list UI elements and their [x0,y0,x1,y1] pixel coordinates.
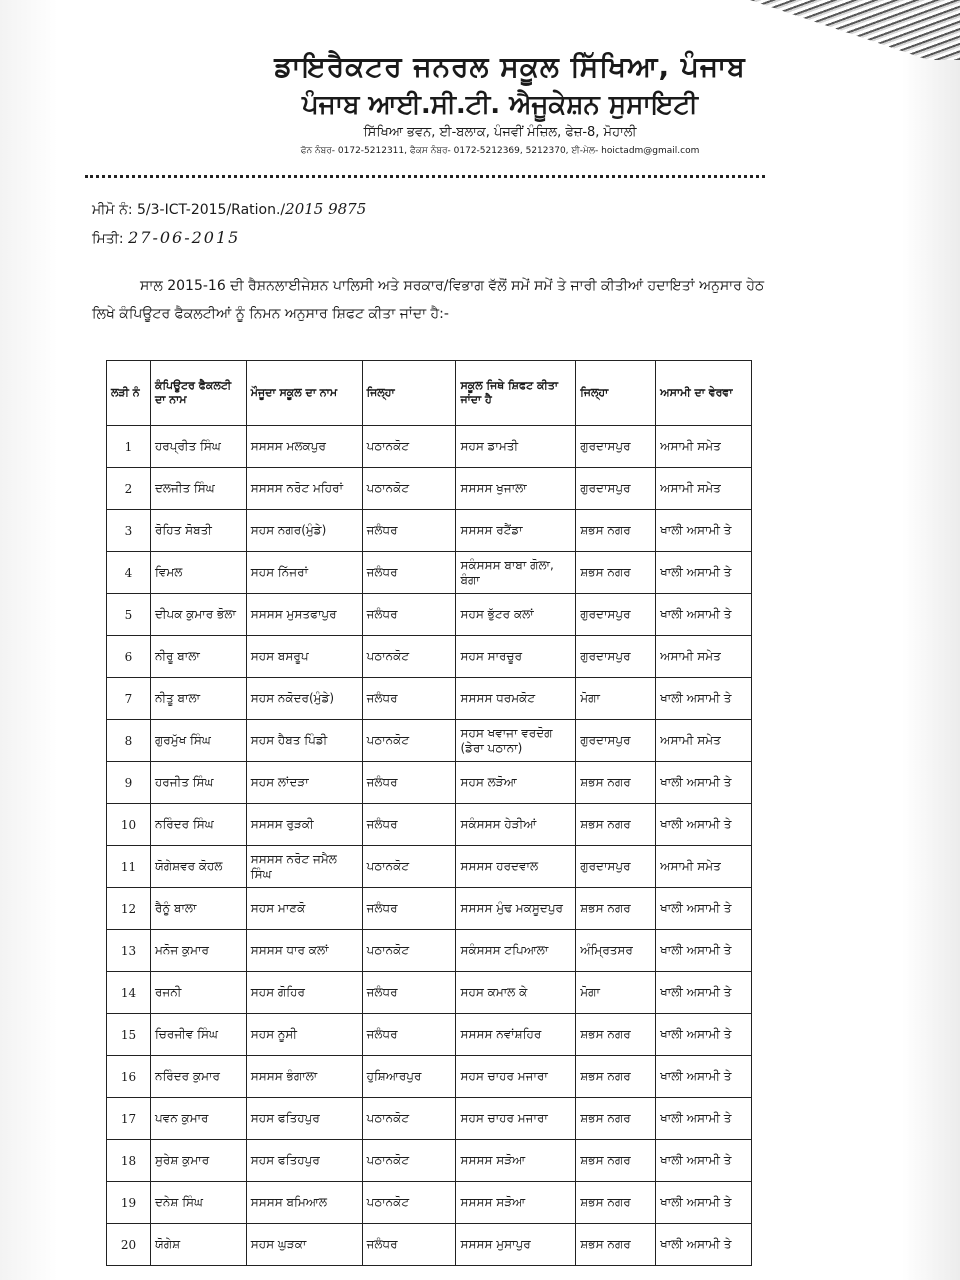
cell-current-school: ਸਸਸਸ ਨਰੋਟ ਮਹਿਰਾਂ [246,468,362,510]
cell-new-school: ਸਹਸ ਚਾਹਰ ਮਜਾਰਾ [456,1056,576,1098]
cell-new-school: ਸਹਸ ਖਵਾਜਾ ਵਰਦੋਗ (ਡੇਰਾ ਪਠਾਨਾ) [456,720,576,762]
cell-post-details: ਖਾਲੀ ਅਸਾਮੀ ਤੇ [656,1014,752,1056]
cell-post-details: ਖਾਲੀ ਅਸਾਮੀ ਤੇ [656,678,752,720]
table-row [107,510,752,552]
cell-new-district: ਗੁਰਦਾਸਪੁਰ [576,426,656,468]
cell-new-district: ਸ਼ਭਸ ਨਗਰ [576,1140,656,1182]
cell-post-details: ਖਾਲੀ ਅਸਾਮੀ ਤੇ [656,972,752,1014]
cell-new-school: ਸਹਸ ਲੜੋਆ [456,762,576,804]
cell-current-school: ਸਹਸ ਲਾਂਦੜਾ [246,762,362,804]
header-current-school: ਮੌਜੂਦਾ ਸਕੂਲ ਦਾ ਨਾਮ [246,361,362,426]
cell-district: ਪਠਾਨਕੋਟ [362,1140,456,1182]
cell-post-details: ਖਾਲੀ ਅਸਾਮੀ ਤੇ [656,762,752,804]
cell-current-school: ਸਸਸਸ ਭੰਗਾਲਾ [246,1056,362,1098]
cell-district: ਹੁਸ਼ਿਆਰਪੁਰ [362,1056,456,1098]
cell-new-district: ਮੋਗਾ [576,972,656,1014]
cell-new-district: ਸ਼ਭਸ ਨਗਰ [576,1098,656,1140]
table-row [107,1224,752,1266]
cell-new-district: ਸ਼ਭਸ ਨਗਰ [576,1224,656,1266]
cell-post-details: ਖਾਲੀ ਅਸਾਮੀ ਤੇ [656,804,752,846]
cell-faculty-name: ਰਜਨੀ [150,972,246,1014]
cell-district: ਪਠਾਨਕੋਟ [362,636,456,678]
cell-new-school: ਸਹਸ ਡਾਮਤੀ [456,426,576,468]
cell-post-details: ਖਾਲੀ ਅਸਾਮੀ ਤੇ [656,888,752,930]
table-row [107,594,752,636]
cell-faculty-name: ਨਰਿੰਦਰ ਸਿੰਘ [150,804,246,846]
cell-new-school: ਸਹਸ ਭੁੱਟਰ ਕਲਾਂ [456,594,576,636]
cell-district: ਜਲੰਧਰ [362,972,456,1014]
cell-new-district: ਗੁਰਦਾਸਪੁਰ [576,636,656,678]
cell-faculty-name: ਨੀਰੂ ਬਾਲਾ [150,636,246,678]
cell-post-details: ਅਸਾਮੀ ਸਮੇਤ [656,720,752,762]
cell-sno: 20 [107,1224,151,1266]
cell-new-district: ਸ਼ਭਸ ਨਗਰ [576,1182,656,1224]
cell-current-school: ਸਸਸਸ ਨਰੋਟ ਜਮੈਲ ਸਿੰਘ [246,846,362,888]
table-header-row [107,361,752,426]
header-new-school: ਸਕੂਲ ਜਿਥੇ ਸ਼ਿਫਟ ਕੀਤਾ ਜਾਂਦਾ ਹੈ [456,361,576,426]
cell-post-details: ਖਾਲੀ ਅਸਾਮੀ ਤੇ [656,510,752,552]
cell-district: ਪਠਾਨਕੋਟ [362,426,456,468]
cell-current-school: ਸਹਸ ਹੈਬਤ ਪਿੰਡੀ [246,720,362,762]
cell-new-district: ਮੋਗਾ [576,678,656,720]
cell-faculty-name: ਯੋਗੇਸ਼ਵਰ ਕੋਹਲ [150,846,246,888]
cell-district: ਜਲੰਧਰ [362,678,456,720]
cell-faculty-name: ਰੋਹਿਤ ਸੋਬਤੀ [150,510,246,552]
letterhead-society: ਪੰਜਾਬ ਆਈ.ਸੀ.ਟੀ. ਐਜੂਕੇਸ਼ਨ ਸੁਸਾਇਟੀ [302,90,698,120]
cell-new-district: ਸ਼ਭਸ ਨਗਰ [576,1056,656,1098]
cell-new-district: ਸ਼ਭਸ ਨਗਰ [576,1014,656,1056]
cell-faculty-name: ਮਨੋਜ ਕੁਮਾਰ [150,930,246,972]
cell-new-district: ਸ਼ਭਸ ਨਗਰ [576,510,656,552]
table-row [107,972,752,1014]
cell-faculty-name: ਗੁਰਮੁੱਖ ਸਿੰਘ [150,720,246,762]
table-row [107,636,752,678]
cell-sno: 12 [107,888,151,930]
cell-post-details: ਅਸਾਮੀ ਸਮੇਤ [656,468,752,510]
cell-sno: 18 [107,1140,151,1182]
cell-current-school: ਸਸਸਸ ਮਲਕਪੁਰ [246,426,362,468]
letterhead-title: ਡਾਇਰੈਕਟਰ ਜਨਰਲ ਸਕੂਲ ਸਿੱਖਿਆ, ਪੰਜਾਬ [274,50,746,83]
table-row [107,1098,752,1140]
cell-post-details: ਖਾਲੀ ਅਸਾਮੀ ਤੇ [656,552,752,594]
table-row [107,720,752,762]
cell-current-school: ਸਸਸਸ ਮੁਸਤਫਾਪੁਰ [246,594,362,636]
cell-faculty-name: ਪਵਨ ਕੁਮਾਰ [150,1098,246,1140]
table-row [107,678,752,720]
cell-current-school: ਸਹਸ ਨਕੋਦਰ(ਮੁੰਡੇ) [246,678,362,720]
cell-new-school: ਸਕੰਸਸਸ ਬਾਬਾ ਗੋਲਾ, ਬੰਗਾ [456,552,576,594]
cell-current-school: ਸਸਸਸ ਧਾਰ ਕਲਾਂ [246,930,362,972]
header-new-district: ਜਿਲ੍ਹਾ [576,361,656,426]
cell-current-school: ਸਸਸਸ ਰੁੜਕੀ [246,804,362,846]
cell-current-school: ਸਹਸ ਬਸਰੂਪ [246,636,362,678]
cell-post-details: ਅਸਾਮੀ ਸਮੇਤ [656,846,752,888]
cell-new-district: ਅੰਮ੍ਰਿਤਸਰ [576,930,656,972]
cell-faculty-name: ਯੋਗੇਸ਼ [150,1224,246,1266]
cell-new-district: ਸ਼ਭਸ ਨਗਰ [576,888,656,930]
cell-district: ਜਲੰਧਰ [362,888,456,930]
cell-new-school: ਸਹਸ ਚਾਹਰ ਮਜਾਰਾ [456,1098,576,1140]
cell-new-district: ਗੁਰਦਾਸਪੁਰ [576,720,656,762]
cell-district: ਪਠਾਨਕੋਟ [362,1182,456,1224]
table-row [107,804,752,846]
cell-new-school: ਸਸਸਸ ਸੜੋਆ [456,1182,576,1224]
cell-district: ਜਲੰਧਰ [362,1014,456,1056]
cell-district: ਪਠਾਨਕੋਟ [362,1098,456,1140]
cell-faculty-name: ਨਰਿੰਦਰ ਕੁਮਾਰ [150,1056,246,1098]
table-row [107,846,752,888]
cell-faculty-name: ਰੈਨੂੰ ਬਾਲਾ [150,888,246,930]
memo-number [92,200,366,218]
cell-district: ਜਲੰਧਰ [362,1224,456,1266]
cell-new-school: ਸਸਸਸ ਮੁਸਾਪੁਰ [456,1224,576,1266]
table-row [107,1140,752,1182]
cell-new-district: ਸ਼ਭਸ ਨਗਰ [576,552,656,594]
cell-new-district: ਗੁਰਦਾਸਪੁਰ [576,846,656,888]
table-row [107,552,752,594]
cell-district: ਪਠਾਨਕੋਟ [362,930,456,972]
cell-new-school: ਸਸਸਸ ਖੁਜਾਲਾ [456,468,576,510]
memo-typed: 5/3-ICT-2015/Ration./ [137,202,286,218]
letterhead-address: ਸਿੱਖਿਆ ਭਵਨ, ਈ-ਬਲਾਕ, ਪੰਜਵੀਂ ਮੰਜ਼ਿਲ, ਫੇਜ਼-8, ਮੋਹਾਲੀ [363,125,637,140]
cell-sno: 1 [107,426,151,468]
cell-new-school: ਸਹਸ ਸਾਰਚੂਰ [456,636,576,678]
cell-sno: 5 [107,594,151,636]
cell-new-school: ਸਕੰਸਸਸ ਹੇੜੀਆਂ [456,804,576,846]
header-faculty-name: ਕੰਪਿਊਟਰ ਫੈਕਲਟੀ ਦਾ ਨਾਮ [150,361,246,426]
cell-new-school: ਸਸਸਸ ਨਵਾਂਸ਼ਹਿਰ [456,1014,576,1056]
cell-faculty-name: ਦੀਪਕ ਕੁਮਾਰ ਭੋਲਾ [150,594,246,636]
cell-new-district: ਸ਼ਭਸ ਨਗਰ [576,804,656,846]
cell-sno: 4 [107,552,151,594]
cell-post-details: ਖਾਲੀ ਅਸਾਮੀ ਤੇ [656,1098,752,1140]
cell-faculty-name: ਹਰਜੀਤ ਸਿੰਘ [150,762,246,804]
cell-sno: 19 [107,1182,151,1224]
cell-sno: 8 [107,720,151,762]
table-body [107,426,752,1266]
cell-faculty-name: ਦਲਜੀਤ ਸਿੰਘ [150,468,246,510]
cell-current-school: ਸਹਸ ਫਤਿਹਪੁਰ [246,1140,362,1182]
cell-new-district: ਗੁਰਦਾਸਪੁਰ [576,468,656,510]
cell-faculty-name: ਚਿਰਜੀਵ ਸਿੰਘ [150,1014,246,1056]
cell-district: ਪਠਾਨਕੋਟ [362,720,456,762]
cell-faculty-name: ਨੀਤੂ ਬਾਲਾ [150,678,246,720]
date-handwritten: 27-06-2015 [128,228,241,247]
cell-current-school: ਸਹਸ ਨੂਸੀ [246,1014,362,1056]
cell-new-school: ਸਸਸਸ ਸੜੋਆ [456,1140,576,1182]
cell-current-school: ਸਹਸ ਨਗਰ(ਮੁੰਡੇ) [246,510,362,552]
cell-new-school: ਸਕੰਸਸਸ ਟਪਿਆਲਾ [456,930,576,972]
memo-date [92,228,240,247]
memo-handwritten: 2015 9875 [285,200,367,218]
table-row [107,888,752,930]
cell-faculty-name: ਹਰਪ੍ਰੀਤ ਸਿੰਘ [150,426,246,468]
cell-post-details: ਖਾਲੀ ਅਸਾਮੀ ਤੇ [656,930,752,972]
cell-current-school: ਸਹਸ ਮਾਣਕੋ [246,888,362,930]
cell-district: ਪਠਾਨਕੋਟ [362,846,456,888]
memo-label: ਮੀਮੋ ਨੰ: [92,202,133,218]
table-row [107,930,752,972]
cell-district: ਜਲੰਧਰ [362,552,456,594]
letterhead-divider [85,175,765,178]
cell-sno: 17 [107,1098,151,1140]
cell-new-school: ਸਹਸ ਕਮਾਲ ਕੇ [456,972,576,1014]
cell-new-district: ਸ਼ਭਸ ਨਗਰ [576,762,656,804]
cell-district: ਜਲੰਧਰ [362,594,456,636]
cell-sno: 10 [107,804,151,846]
cell-faculty-name: ਵਿਮਲ [150,552,246,594]
letterhead-contact: ਫੋਨ ਨੰਬਰ- 0172-5212311, ਫੈਕਸ ਨੰਬਰ- 0172-5212369, 5212370, ਈ-ਮੇਲ- hoictadm@gmail.com [300,146,700,156]
cell-faculty-name: ਦਨੇਸ਼ ਸਿੰਘ [150,1182,246,1224]
cell-post-details: ਖਾਲੀ ਅਸਾਮੀ ਤੇ [656,1056,752,1098]
cell-post-details: ਖਾਲੀ ਅਸਾਮੀ ਤੇ [656,1140,752,1182]
cell-district: ਪਠਾਨਕੋਟ [362,468,456,510]
cell-post-details: ਖਾਲੀ ਅਸਾਮੀ ਤੇ [656,1224,752,1266]
table-row [107,762,752,804]
cell-post-details: ਖਾਲੀ ਅਸਾਮੀ ਤੇ [656,1182,752,1224]
cell-sno: 14 [107,972,151,1014]
cell-district: ਜਲੰਧਰ [362,510,456,552]
table-row [107,1056,752,1098]
table-row [107,1014,752,1056]
date-label: ਮਿਤੀ: [92,231,124,247]
table-row [107,426,752,468]
cell-new-district: ਗੁਰਦਾਸਪੁਰ [576,594,656,636]
cell-district: ਜਲੰਧਰ [362,804,456,846]
table-row [107,468,752,510]
cell-district: ਜਲੰਧਰ [362,762,456,804]
cell-sno: 2 [107,468,151,510]
cell-current-school: ਸਹਸ ਗੋਹਿਰ [246,972,362,1014]
cell-sno: 3 [107,510,151,552]
cell-new-school: ਸਸਸਸ ਧਰਮਕੋਟ [456,678,576,720]
cell-sno: 13 [107,930,151,972]
cell-new-school: ਸਸਸਸ ਮੁੰਢ ਮਕਸੂਦਪੁਰ [456,888,576,930]
letterhead [0,50,960,156]
cell-current-school: ਸਸਸਸ ਬਮਿਆਲ [246,1182,362,1224]
header-district: ਜਿਲ੍ਹਾ [362,361,456,426]
cell-sno: 16 [107,1056,151,1098]
table-row [107,1182,752,1224]
cell-sno: 15 [107,1014,151,1056]
transfer-table [106,360,752,1266]
cell-new-school: ਸਸਸਸ ਰਟੈਂਡਾ [456,510,576,552]
cell-sno: 9 [107,762,151,804]
cell-post-details: ਅਸਾਮੀ ਸਮੇਤ [656,636,752,678]
cell-new-school: ਸਸਸਸ ਹਰਦਵਾਲ [456,846,576,888]
cell-current-school: ਸਹਸ ਘੁੜਕਾ [246,1224,362,1266]
cell-current-school: ਸਹਸ ਫਤਿਹਪੁਰ [246,1098,362,1140]
cell-post-details: ਖਾਲੀ ਅਸਾਮੀ ਤੇ [656,594,752,636]
cell-current-school: ਸਹਸ ਨਿੱਜਰਾਂ [246,552,362,594]
header-post-details: ਅਸਾਮੀ ਦਾ ਵੇਰਵਾ [656,361,752,426]
header-sno: ਲੜੀ ਨੰ [107,361,151,426]
cell-sno: 7 [107,678,151,720]
cell-post-details: ਅਸਾਮੀ ਸਮੇਤ [656,426,752,468]
cell-sno: 11 [107,846,151,888]
intro-paragraph: ਸਾਲ 2015-16 ਦੀ ਰੈਸ਼ਨਲਾਈਜੇਸ਼ਨ ਪਾਲਿਸੀ ਅਤੇ ਸਰਕਾਰ/ਵਿਭਾਗ ਵੱਲੋਂ ਸਮੇਂ ਸਮੇਂ ਤੇ ਜਾਰੀ ਕੀਤੀਆਂ ਹਦਾਇਤਾਂ ਅਨੁਸਾਰ ਹੇਠ ਲਿਖੇ ਕੰਪਿਊਟਰ ਫੈਕਲਟੀਆਂ ਨੂੰ ਨਿਮਨ ਅਨੁਸਾਰ ਸ਼ਿਫਟ ਕੀਤਾ ਜਾਂਦਾ ਹੈ:- [92,278,765,322]
cell-sno: 6 [107,636,151,678]
cell-faculty-name: ਸੁਰੇਸ਼ ਕੁਮਾਰ [150,1140,246,1182]
